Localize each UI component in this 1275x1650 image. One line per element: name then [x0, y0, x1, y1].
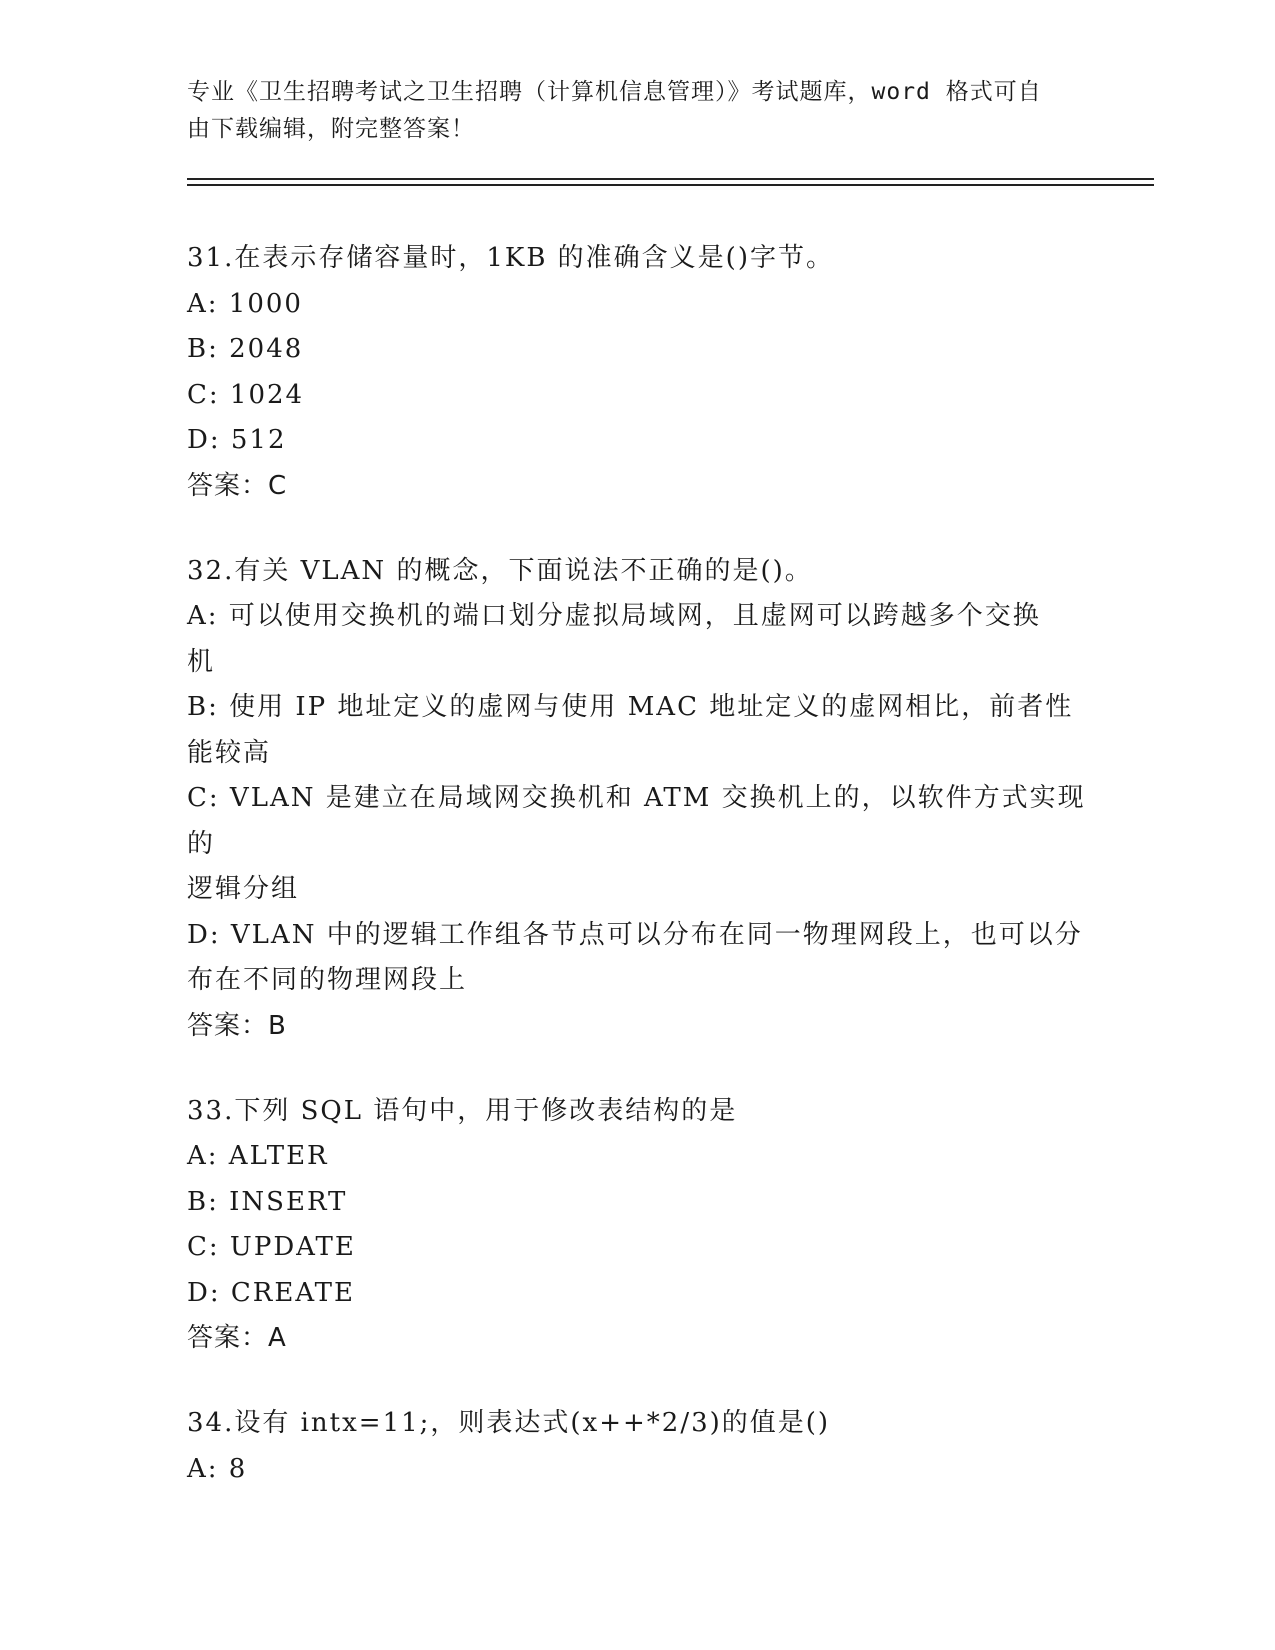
question-32: [187, 549, 1087, 1049]
option-b: B: 使用 IP 地址定义的虚网与使用 MAC 地址定义的虚网相比，前者性: [187, 692, 1074, 722]
option-c: C: UPDATE: [187, 1232, 356, 1262]
option-d: D: 512: [187, 425, 287, 455]
option-a: A: 可以使用交换机的端口划分虚拟局域网，且虚网可以跨越多个交换: [187, 601, 1041, 631]
option-a: A: 1000: [187, 288, 303, 319]
header-divider-top: [187, 178, 1154, 180]
question-stem: 31.在表示存储容量时，1KB 的准确含义是()字节。: [187, 243, 834, 273]
option-b: B: 2048: [187, 334, 304, 364]
option-a: A: 8: [187, 1453, 248, 1484]
header-line-1: 专业《卫生招聘考试之卫生招聘（计算机信息管理）》考试题库，word 格式可自: [187, 79, 1042, 105]
answer-label: 答案：C: [187, 470, 288, 501]
document-header: [187, 74, 1067, 148]
option-d: D: CREATE: [187, 1277, 355, 1308]
option-d: D: VLAN 中的逻辑工作组各节点可以分布在同一物理网段上，也可以分: [187, 919, 1083, 950]
option-b-continued: 能较高: [187, 737, 272, 768]
question-stem: 32.有关 VLAN 的概念，下面说法不正确的是()。: [187, 555, 813, 586]
header-divider-bottom: [187, 184, 1154, 186]
option-b: B: INSERT: [187, 1186, 348, 1217]
option-c-continued: 逻辑分组: [187, 874, 300, 904]
option-c: C: VLAN 是建立在局域网交换机和 ATM 交换机上的，以软件方式实现的: [187, 783, 1086, 859]
question-33: [187, 1089, 1087, 1362]
option-c: C: 1024: [187, 379, 305, 410]
header-line-2: 由下载编辑，附完整答案！: [187, 116, 475, 142]
answer-label: 答案：B: [187, 1010, 287, 1041]
option-a-continued: 机: [187, 646, 216, 677]
question-list: [187, 236, 1087, 1532]
question-31: [187, 236, 1087, 509]
answer-label: 答案：A: [187, 1323, 287, 1353]
question-34: [187, 1401, 1087, 1492]
option-a: A: ALTER: [187, 1141, 329, 1171]
question-stem: 33.下列 SQL 语句中，用于修改表结构的是: [187, 1095, 738, 1126]
question-stem: 34.设有 intx=11;，则表达式(x++*2/3)的值是(): [187, 1408, 831, 1438]
option-d-continued: 布在不同的物理网段上: [187, 965, 468, 995]
